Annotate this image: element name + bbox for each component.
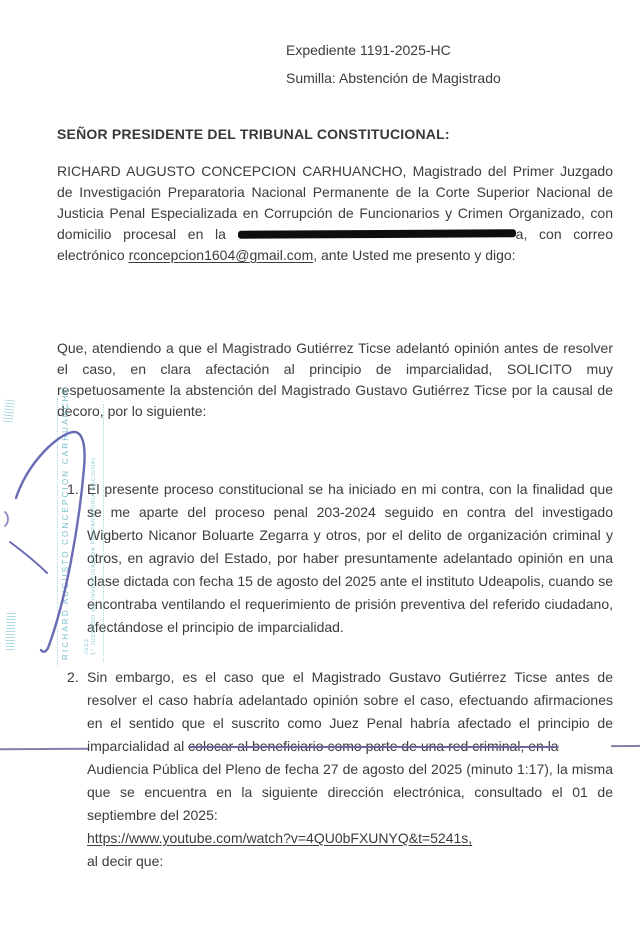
judge-stamp-court: 1° JUZGADO DE INVESTIGACIÓN PREPARATORIA NACIONAL [91,455,97,655]
struck-out-text: colocar al beneficiario como parte de una red criminal, en la [188,738,559,754]
youtube-link[interactable]: https://www.youtube.com/watch?v=4QU0bFXUNYQ&t=5241s, [87,830,473,846]
item-2-text [87,666,613,873]
expediente-line: Expediente 1191-2025-HC [286,42,451,58]
judge-stamp-name: RICHARD AUGUSTO CONCEPCION CARHUANCHO [61,384,70,660]
petitioner-name: RICHARD AUGUSTO CONCEPCION CARHUANCHO, [57,163,407,179]
handwritten-signature-icon [0,418,120,670]
case-header [286,40,501,96]
item-1-number: 1. [67,481,79,497]
judge-stamp-title: JUEZ [84,638,90,655]
email-link[interactable]: rconcepcion1604@gmail.com [128,247,314,263]
item-1-text: El presente proceso constitucional se ha iniciado en mi contra, con la finalidad que se me aparte del proceso penal 203-2024 seguido en contra del investigado Wigberto Nicanor Boluarte Zegarra y otros, por el delito de organización criminal y otros, en agravio del Estado, por haber presuntamente adelantado opinión en una clase dictada con fecha 15 de agosto del 2025 ante el instituto Udeapolis, cuando se encontraba ventilando el requerimiento de prisión preventiva del referido ciudadano, afectándose el principio de imparcialidad. [87,481,613,635]
introduction-paragraph [57,161,613,266]
item-2-text-before: Sin embargo, es el caso que el Magistrado Gustavo Gutiérrez Ticse antes de resolver el caso habría adelantado opinión sobre el caso, efectuando afirmaciones en el sentido que el suscrito como Juez Penal habría afectado el principio de imparcialidad al [87,669,613,754]
item-2-number: 2. [67,669,79,685]
list-item-2 [67,666,613,873]
redacted-address-bar [238,230,516,239]
request-paragraph: Que, atendiendo a que el Magistrado Gutiérrez Ticse adelantó opinión antes de resolver el caso, en clara afectación al principio de imparcialidad, SOLICITO muy respetuosamente la abstención del Magistrado Gustavo Gutiérrez Ticse por la causal de decoro, por lo siguiente: [57,340,613,419]
intro-text-b: a, con correo electrónico [57,226,613,263]
item-2-text-after: Audiencia Pública del Pleno de fecha 27 de agosto del 2025 (minuto 1:17), la misma que se encuentra en la siguiente dirección electrónica, consultado el 01 de septiembre del 2025: [87,761,613,823]
salutation-heading: SEÑOR PRESIDENTE DEL TRIBUNAL CONSTITUCIONAL: [57,126,450,142]
item-2-text-end: al decir que: [87,853,164,869]
intro-text-a: Magistrado del Primer Juzgado de Investigación Preparatoria Nacional Permanente de la Corte Superior Nacional de Justicia Penal Especializada en Corrupción de Funcionarios y Crimen Organizado, con domicilio procesal en la [57,163,613,242]
sumilla-line: Sumilla: Abstención de Magistrado [286,70,501,86]
strikethrough-line-right [611,745,640,747]
list-item-1 [67,478,613,639]
intro-text-c: , ante Usted me presento y digo: [313,247,516,263]
